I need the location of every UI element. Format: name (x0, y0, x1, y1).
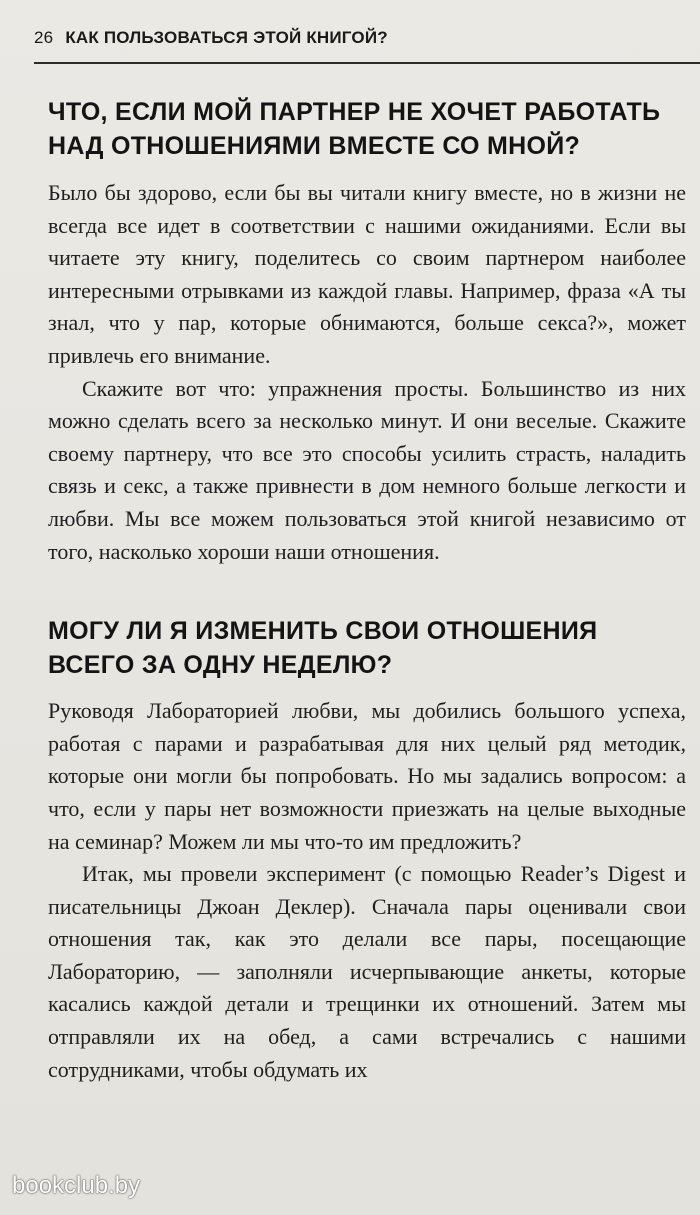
section-body-one-week (48, 695, 686, 1086)
heading-line: ЧТО, ЕСЛИ МОЙ ПАРТНЕР НЕ ХОЧЕТ РАБОТАТЬ (48, 98, 661, 126)
section-heading-one-week (48, 614, 686, 682)
page-content (48, 95, 686, 1086)
heading-line: ВСЕГО ЗА ОДНУ НЕДЕЛЮ? (48, 651, 393, 680)
paragraph: Итак, мы провели эксперимент (с помощью Reader’s Digest и писательницы Джоан Деклер). Сначала пары оценивали свои отношения так, как это делали все пары, посещающие Лабораторию, — заполняли исчерпывающие анкеты, которые касались каждой детали и трещинки их отношений. Затем мы отправляли их на обед, а сами встречались с нашими сотрудниками, чтобы обдумать их (48, 861, 686, 1082)
running-head (34, 28, 388, 48)
page-number: 26 (34, 28, 54, 47)
header-rule (34, 62, 700, 64)
heading-line: МОГУ ЛИ Я ИЗМЕНИТЬ СВОИ ОТНОШЕНИЯ (48, 617, 598, 646)
section-body-partner (48, 177, 686, 568)
watermark: bookclub.by (12, 1172, 141, 1199)
section-heading-partner (48, 95, 686, 163)
running-title: КАК ПОЛЬЗОВАТЬСЯ ЭТОЙ КНИГОЙ? (65, 28, 388, 47)
paragraph: Скажите вот что: упражнения просты. Большинство из них можно сделать всего за несколько минут. И они веселые. Скажите своему партнеру, что все это способы усилить страсть, наладить связь и секс, а также привнести в дом немного больше легкости и любви. Мы все можем пользоваться этой книгой независимо от того, насколько хороши наши отношения. (48, 375, 686, 564)
paragraph: Руководя Лабораторией любви, мы добились большого успеха, работая с парами и разрабатывая для них целый ряд методик, которые они могли бы попробовать. Но мы задались вопросом: а что, если у пары нет возможности приезжать на целые выходные на семинар? Можем ли мы что-то им предложить? (48, 698, 686, 854)
heading-line: НАД ОТНОШЕНИЯМИ ВМЕСТЕ СО МНОЙ? (48, 132, 581, 160)
paragraph: Было бы здорово, если бы вы читали книгу вместе, но в жизни не всегда все идет в соответствии с нашими ожиданиями. Если вы читаете эту книгу, поделитесь со своим партнером наиболее интересными отрывками из каждой главы. Например, фраза «А ты знал, что у пар, которые обнимаются, больше секса?», может привлечь его внимание. (48, 180, 686, 368)
